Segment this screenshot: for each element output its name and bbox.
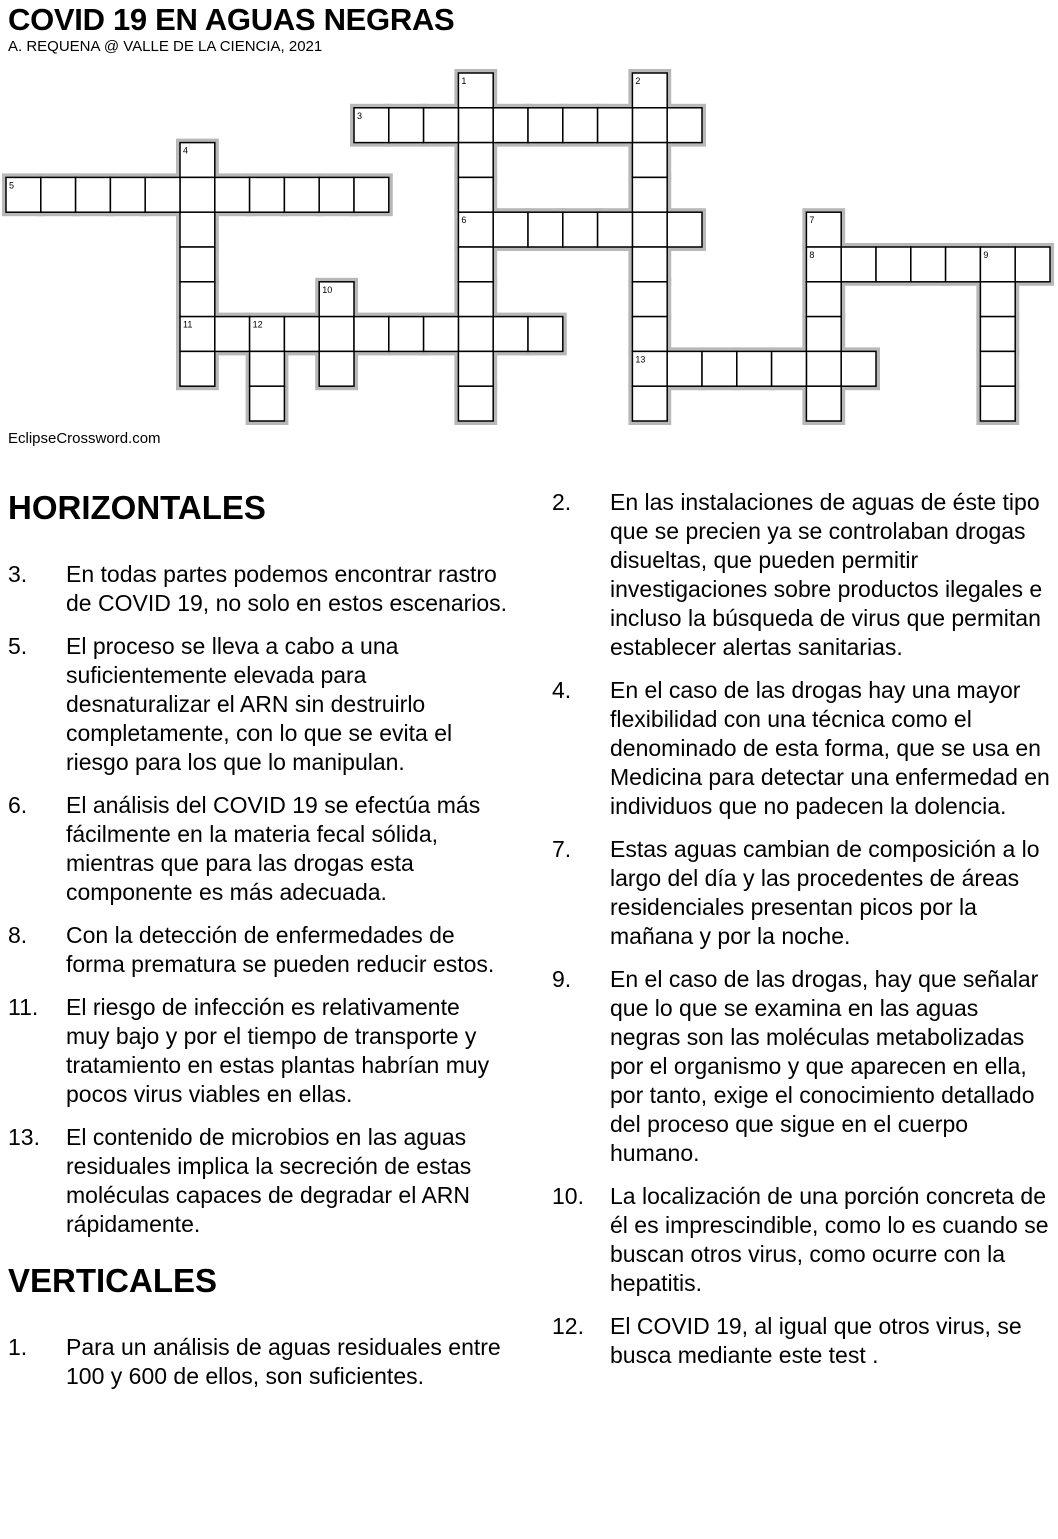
grid-cell[interactable] xyxy=(493,212,528,247)
grid-cell[interactable] xyxy=(980,351,1015,386)
clue-text: Para un análisis de aguas residuales entre 100 y 600 de ellos, son suficientes. xyxy=(66,1334,501,1389)
grid-cell[interactable] xyxy=(806,317,841,352)
clue-h13 xyxy=(8,1123,508,1239)
grid-cell[interactable] xyxy=(632,317,667,352)
grid-cell[interactable] xyxy=(563,212,598,247)
cell-number: 8 xyxy=(809,250,815,260)
grid-cell[interactable] xyxy=(598,108,633,143)
clue-text: El proceso se lleva a cabo a una suficientemente elevada para desnaturalizar el ARN sin destruirlo completamente, con lo que se evita el riesgo para los que lo manipulan. xyxy=(66,633,453,775)
clue-text: El riesgo de infección es relativamente muy bajo y por el tiempo de transporte y tratamiento en estas plantas habrían muy pocos virus viables en ellas. xyxy=(66,994,490,1107)
clue-text: En las instalaciones de aguas de éste tipo que se precien ya se controlaban drogas disueltas, que pueden permitir investigaciones sobre productos ilegales e incluso la búsqueda de virus que permitan establecer alertas sanitarias. xyxy=(610,489,1043,660)
grid-cell[interactable] xyxy=(632,282,667,317)
grid-cell[interactable] xyxy=(458,143,493,178)
grid-cell[interactable] xyxy=(911,247,946,282)
grid-cell[interactable] xyxy=(632,108,667,143)
grid-cell[interactable] xyxy=(458,351,493,386)
clue-number: 11. xyxy=(8,994,39,1020)
grid-cell[interactable] xyxy=(632,177,667,212)
clue-h11 xyxy=(8,993,508,1109)
grid-cell[interactable] xyxy=(354,177,389,212)
grid-cell[interactable] xyxy=(250,386,285,421)
crossword-grid xyxy=(0,0,1058,440)
grid-cell[interactable] xyxy=(180,282,215,317)
clue-h3 xyxy=(8,560,508,618)
verticales-heading: VERTICALES xyxy=(8,1262,218,1299)
grid-cell[interactable] xyxy=(250,351,285,386)
grid-cell[interactable] xyxy=(980,282,1015,317)
clue-h5 xyxy=(8,632,508,777)
grid-cell[interactable] xyxy=(632,386,667,421)
grid-cell[interactable] xyxy=(563,108,598,143)
clues-right-column xyxy=(552,488,1052,1384)
grid-cell[interactable] xyxy=(284,177,319,212)
grid-cell[interactable] xyxy=(772,351,807,386)
clue-number: 2. xyxy=(552,489,572,515)
grid-cell[interactable] xyxy=(876,247,911,282)
cell-number: 10 xyxy=(322,284,333,295)
grid-cell[interactable] xyxy=(76,177,111,212)
cell-number: 4 xyxy=(183,145,189,156)
grid-cell[interactable] xyxy=(458,386,493,421)
clue-text: En el caso de las drogas, hay que señalar que lo que se examina en las aguas negras son las moléculas metabolizadas por el organismo y que aparecen en ella, por tanto, exige el conocimiento detallado del proceso que sigue en el cuerpo humano. xyxy=(610,966,1039,1166)
cell-number: 9 xyxy=(983,250,989,260)
puzzle-title: COVID 19 EN AGUAS NEGRAS xyxy=(8,2,455,37)
clue-number: 13. xyxy=(8,1124,40,1150)
clue-h8 xyxy=(8,921,508,979)
cell-number: 12 xyxy=(252,319,263,330)
clue-v10 xyxy=(552,1182,1052,1298)
grid-cell[interactable] xyxy=(632,247,667,282)
horizontales-heading: HORIZONTALES xyxy=(8,489,266,526)
cell-number: 2 xyxy=(635,76,641,86)
cell-number: 3 xyxy=(357,110,363,121)
cell-number: 6 xyxy=(461,215,467,226)
grid-cell[interactable] xyxy=(41,177,76,212)
clue-v2 xyxy=(552,488,1052,662)
clue-v9 xyxy=(552,965,1052,1168)
clue-h6 xyxy=(8,791,508,907)
grid-cell[interactable] xyxy=(946,247,981,282)
grid-cell[interactable] xyxy=(841,351,876,386)
grid-cell[interactable] xyxy=(319,177,354,212)
grid-cell[interactable] xyxy=(980,386,1015,421)
grid-cell[interactable] xyxy=(737,351,772,386)
clue-text: La localización de una porción concreta de él es imprescindible, como lo es cuando se buscan otros virus, como ocurre con la hepatitis. xyxy=(610,1183,1049,1296)
clue-number: 8. xyxy=(8,922,28,948)
clues-left-column xyxy=(8,490,508,1405)
grid-cell[interactable] xyxy=(354,317,389,352)
grid-cell[interactable] xyxy=(632,143,667,178)
clue-number: 12. xyxy=(552,1313,584,1339)
grid-cell[interactable] xyxy=(667,351,702,386)
grid-cell[interactable] xyxy=(389,108,424,143)
grid-cell[interactable] xyxy=(110,177,145,212)
grid-cell[interactable] xyxy=(180,247,215,282)
grid-cell[interactable] xyxy=(215,317,250,352)
grid-cell[interactable] xyxy=(493,317,528,352)
grid-cell[interactable] xyxy=(215,177,250,212)
grid-cell[interactable] xyxy=(458,108,493,143)
grid-cell[interactable] xyxy=(180,212,215,247)
clue-number: 5. xyxy=(8,633,28,659)
cell-number: 5 xyxy=(9,180,15,191)
grid-cell[interactable] xyxy=(528,317,563,352)
grid-cell[interactable] xyxy=(806,386,841,421)
grid-cell[interactable] xyxy=(667,108,702,143)
clue-number: 6. xyxy=(8,792,28,818)
grid-cell[interactable] xyxy=(702,351,737,386)
clue-v12 xyxy=(552,1312,1052,1370)
grid-cell[interactable] xyxy=(389,317,424,352)
grid-cell[interactable] xyxy=(841,247,876,282)
site-credit: EclipseCrossword.com xyxy=(8,430,161,447)
clue-v4 xyxy=(552,676,1052,821)
clue-text: El contenido de microbios en las aguas residuales implica la secreción de estas moléculas capaces de degradar el ARN rápidamente. xyxy=(66,1124,472,1237)
grid-cell[interactable] xyxy=(458,247,493,282)
grid-cell[interactable] xyxy=(180,351,215,386)
grid-cell[interactable] xyxy=(528,212,563,247)
grid-cell[interactable] xyxy=(806,282,841,317)
grid-cell[interactable] xyxy=(806,351,841,386)
cell-number: 1 xyxy=(461,76,467,86)
grid-cell[interactable] xyxy=(424,108,459,143)
grid-cell[interactable] xyxy=(598,212,633,247)
grid-cell[interactable] xyxy=(424,317,459,352)
grid-cell[interactable] xyxy=(528,108,563,143)
grid-cell[interactable] xyxy=(319,317,354,352)
grid-cell[interactable] xyxy=(980,317,1015,352)
cell-number: 13 xyxy=(635,354,646,365)
grid-cell[interactable] xyxy=(458,282,493,317)
clue-text: El COVID 19, al igual que otros virus, se busca mediante este test . xyxy=(610,1313,1022,1368)
clue-text: El análisis del COVID 19 se efectúa más fácilmente en la materia fecal sólida, mientras que para las drogas esta componente es más adecuada. xyxy=(66,792,481,905)
cell-number: 11 xyxy=(183,319,193,330)
grid-cell[interactable] xyxy=(458,317,493,352)
grid-cell[interactable] xyxy=(145,177,180,212)
clue-v1 xyxy=(8,1333,508,1391)
clue-text: Con la detección de enfermedades de forma prematura se pueden reducir estos. xyxy=(66,922,495,977)
clue-number: 4. xyxy=(552,677,572,703)
clue-v7 xyxy=(552,835,1052,951)
grid-cell[interactable] xyxy=(632,212,667,247)
grid-cell[interactable] xyxy=(284,317,319,352)
clue-number: 3. xyxy=(8,561,28,587)
puzzle-author: A. REQUENA @ VALLE DE LA CIENCIA, 2021 xyxy=(8,38,323,55)
clue-number: 7. xyxy=(552,836,572,862)
clue-number: 1. xyxy=(8,1334,28,1360)
clue-number: 10. xyxy=(552,1183,584,1209)
grid-cell[interactable] xyxy=(319,351,354,386)
grid-cell[interactable] xyxy=(180,177,215,212)
grid-cell[interactable] xyxy=(1015,247,1050,282)
cell-number: 7 xyxy=(809,215,815,226)
clue-text: Estas aguas cambian de composición a lo largo del día y las procedentes de áreas residenciales presentan picos por la mañana y por la noche. xyxy=(610,836,1040,949)
grid-cell[interactable] xyxy=(667,212,702,247)
clue-text: En todas partes podemos encontrar rastro de COVID 19, no solo en estos escenarios. xyxy=(66,561,508,616)
grid-cell[interactable] xyxy=(458,177,493,212)
clue-text: En el caso de las drogas hay una mayor flexibilidad con una técnica como el denominado de esta forma, que se usa en Medicina para detectar una enfermedad en individuos que no padecen la dolencia. xyxy=(610,677,1050,819)
grid-cell[interactable] xyxy=(250,177,285,212)
grid-cell[interactable] xyxy=(493,108,528,143)
clue-number: 9. xyxy=(552,966,572,992)
